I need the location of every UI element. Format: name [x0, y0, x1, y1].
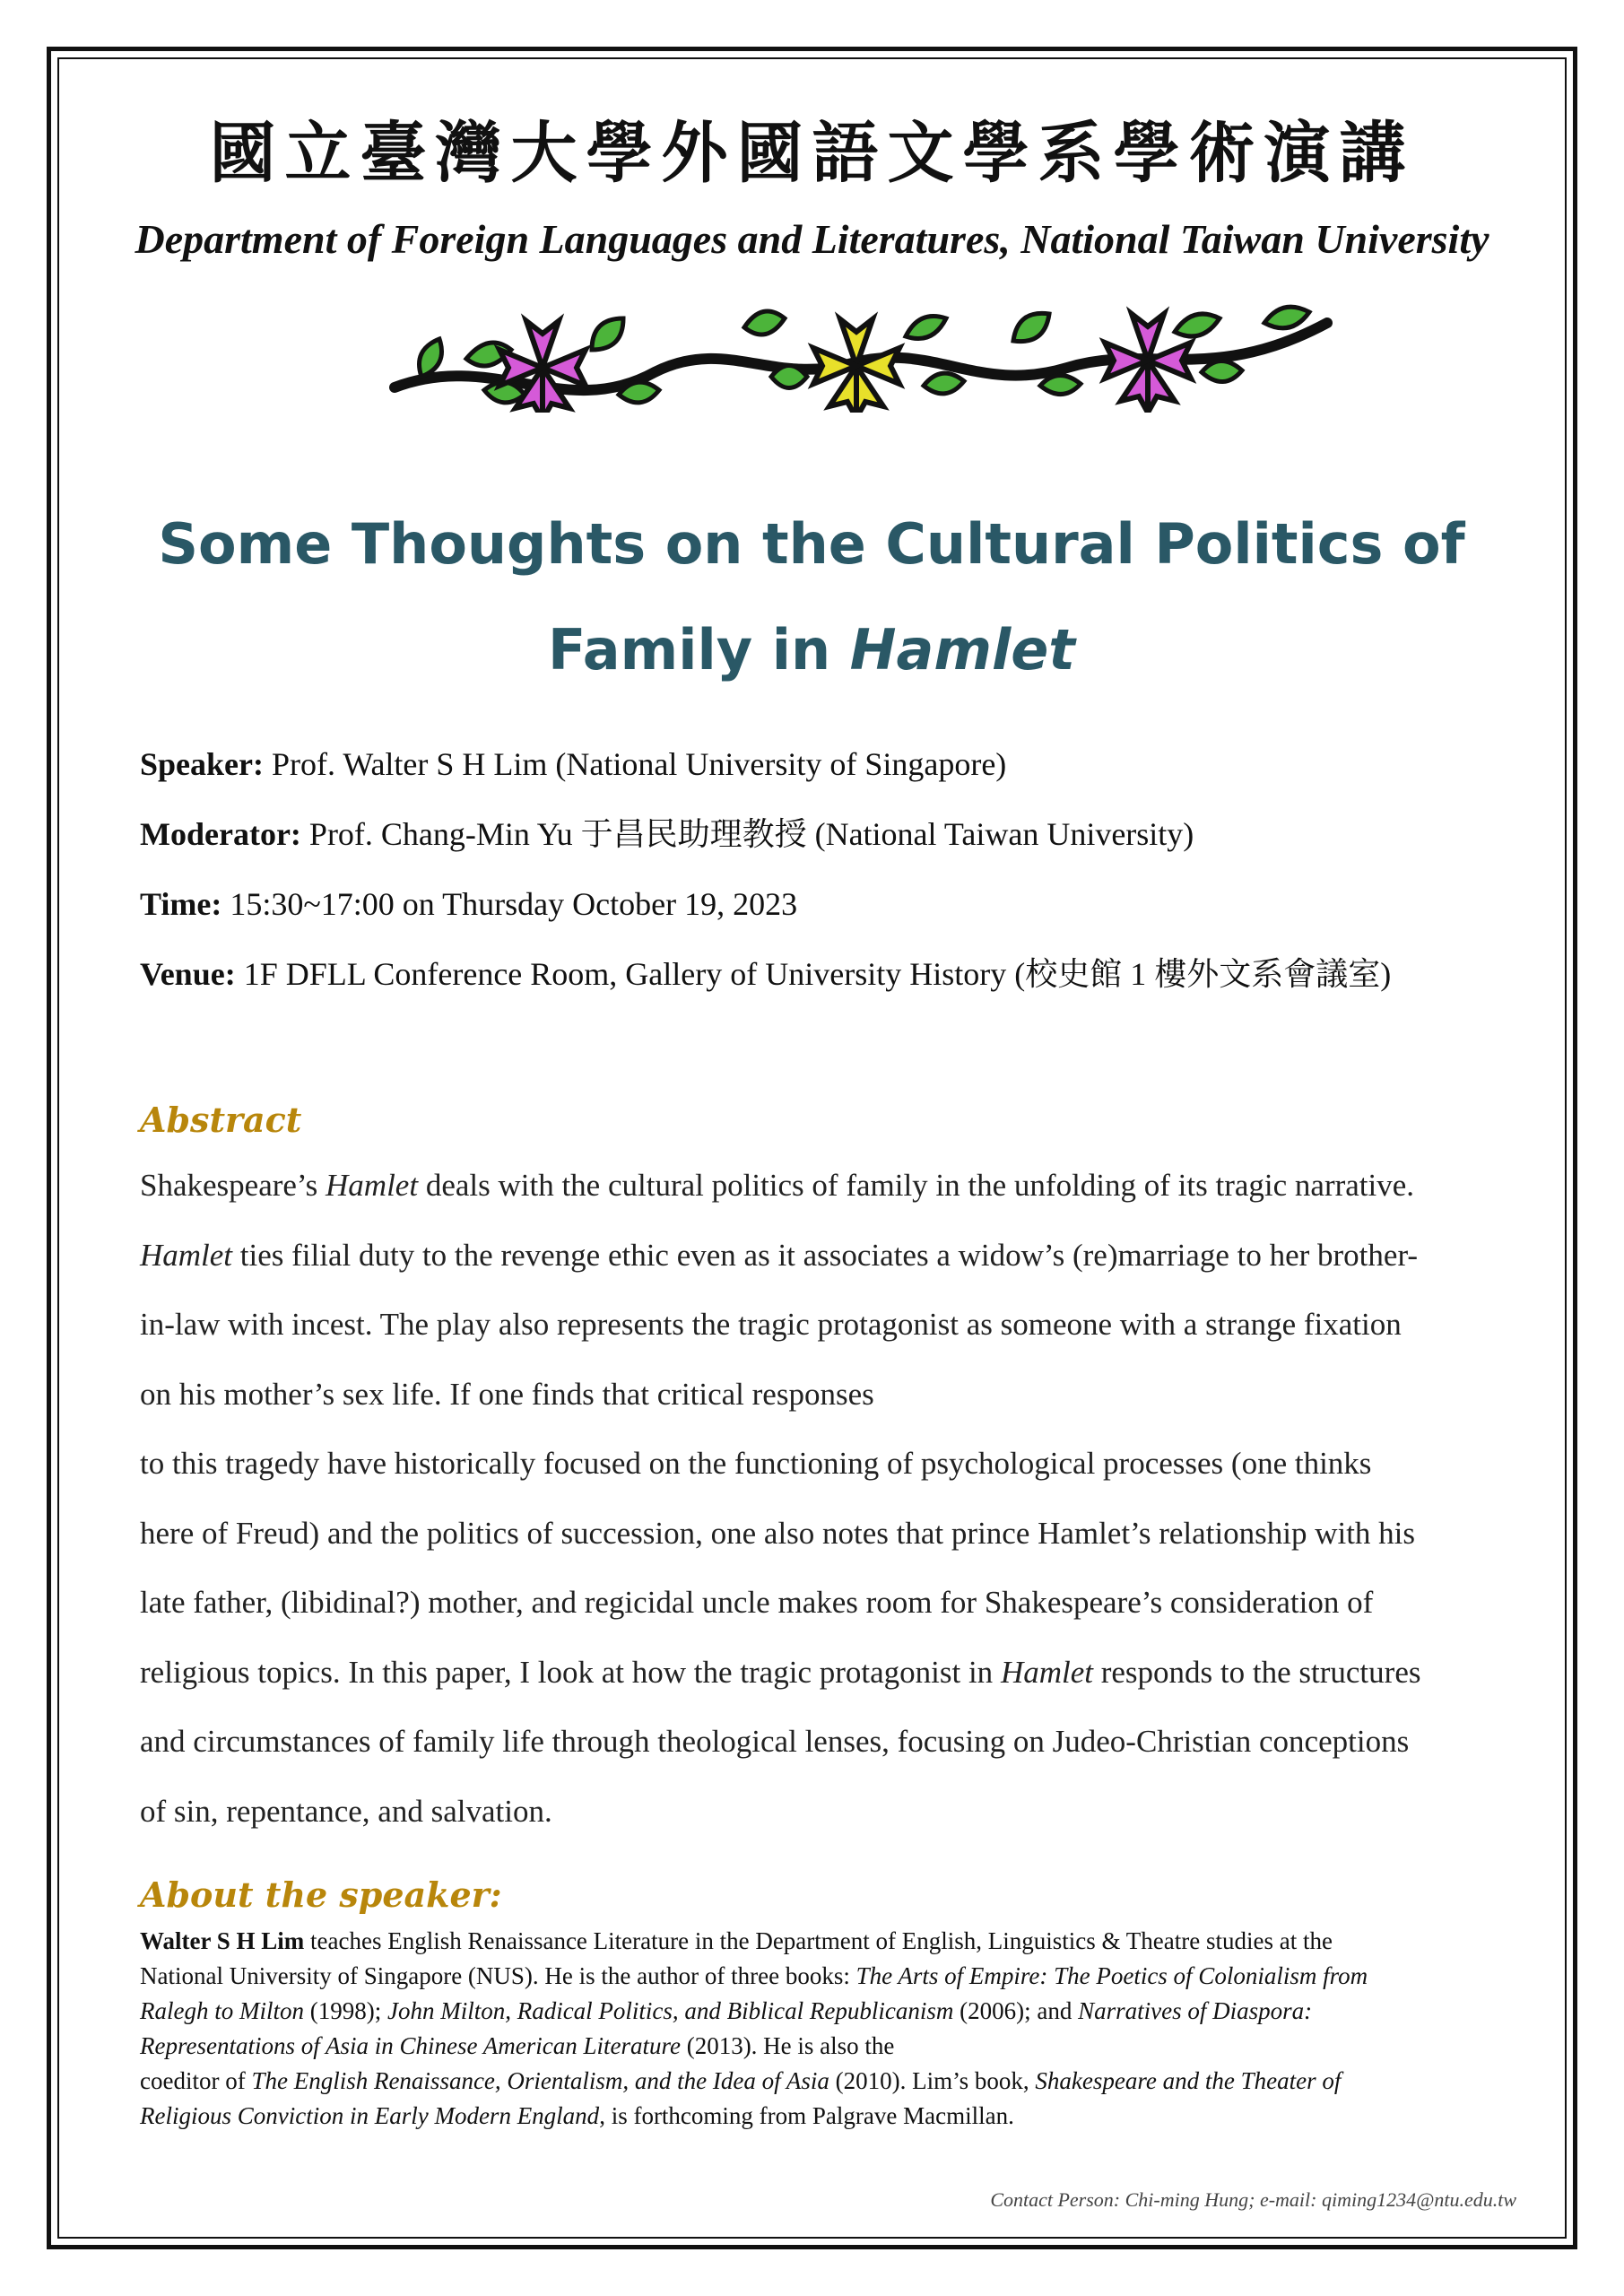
text-run-italic: Ralegh to Milton — [140, 1997, 304, 2024]
text-run-italic: The Arts of Empire: The Poetics of Colonialism from — [855, 1962, 1368, 1989]
detail-value: 15:30~17:00 on Thursday October 19, 2023 — [221, 886, 798, 922]
text-run: responds to the structures — [1092, 1654, 1421, 1690]
text-run-italic: Representations of Asia in Chinese American Literature — [140, 2032, 681, 2059]
text-run: coeditor of — [140, 2067, 252, 2094]
abstract-line — [140, 1512, 1539, 1582]
talk-title-prefix: Family in — [548, 617, 850, 683]
detail-value: Prof. Walter S H Lim (National University of Singapore) — [264, 746, 1007, 782]
text-run-italic: Shakespeare and the Theater of — [1035, 2067, 1342, 2094]
talk-title-line2 — [126, 597, 1498, 703]
talk-title-hamlet: Hamlet — [849, 617, 1075, 683]
text-run-bold: Walter S H Lim — [140, 1927, 305, 1954]
about-line — [140, 1995, 1548, 2030]
detail-moderator — [140, 813, 1539, 883]
text-run-italic: Hamlet — [326, 1168, 419, 1203]
detail-label: Moderator: — [140, 816, 301, 852]
abstract-line — [140, 1720, 1539, 1790]
detail-speaker — [140, 743, 1539, 813]
about-line — [140, 1925, 1548, 1960]
text-run: to this tragedy have historically focused on the functioning of psychological processes (one thinks — [140, 1446, 1372, 1481]
text-run: here of Freud) and the politics of succession, one also notes that prince Hamlet’s relationship with his — [140, 1515, 1416, 1551]
abstract-line — [140, 1234, 1539, 1304]
flower-vine-icon — [386, 287, 1336, 413]
text-run: (1998); — [303, 1997, 387, 2024]
text-run: (2006); and — [953, 1997, 1079, 2024]
text-run: , is forthcoming from Palgrave Macmillan. — [599, 2102, 1014, 2129]
about-line — [140, 2030, 1548, 2065]
about-line — [140, 1960, 1548, 1995]
detail-label: Speaker: — [140, 746, 264, 782]
about-line — [140, 2100, 1548, 2135]
talk-title-line1: Some Thoughts on the Cultural Politics of — [158, 511, 1465, 577]
text-run: and circumstances of family life through theological lenses, focusing on Judeo-Christian conceptions — [140, 1724, 1410, 1759]
abstract-line — [140, 1164, 1539, 1234]
abstract-line — [140, 1651, 1539, 1721]
detail-label: Venue: — [140, 956, 236, 992]
abstract-line — [140, 1303, 1539, 1373]
department-title-english: Department of Foreign Languages and Literatures, National Taiwan University — [135, 216, 1489, 262]
about-speaker-body — [140, 1925, 1548, 2135]
text-run: Shakespeare’s — [140, 1168, 326, 1203]
abstract-line — [140, 1790, 1539, 1860]
event-details — [140, 743, 1539, 1022]
text-run: (2010). Lim’s book, — [829, 2067, 1036, 2094]
text-run: of sin, repentance, and salvation. — [140, 1793, 552, 1829]
text-run-italic: Hamlet — [140, 1237, 233, 1273]
text-run-italic: Hamlet — [1000, 1654, 1093, 1690]
abstract-line — [140, 1373, 1539, 1443]
text-run: in-law with incest. The play also represents the tragic protagonist as someone with a strange fixation — [140, 1307, 1402, 1342]
text-run: ties filial duty to the revenge ethic even as it associates a widow’s (re)marriage to her brother- — [232, 1237, 1419, 1273]
detail-venue — [140, 952, 1539, 1022]
text-run: (2013). He is also the — [680, 2032, 895, 2059]
detail-time — [140, 883, 1539, 952]
about-line — [140, 2065, 1548, 2100]
talk-title — [126, 491, 1498, 703]
text-run-italic: Religious Conviction in Early Modern England — [140, 2102, 600, 2129]
text-run: on his mother’s sex life. If one finds that critical responses — [140, 1376, 874, 1412]
detail-label: Time: — [140, 886, 222, 922]
text-run: teaches English Renaissance Literature in the Department of English, Linguistics & Theatre studies at the — [304, 1927, 1333, 1954]
text-run: late father, (libidinal?) mother, and regicidal uncle makes room for Shakespeare’s consideration of — [140, 1585, 1374, 1620]
text-run-italic: Narratives of Diaspora: — [1078, 1997, 1313, 2024]
text-run-italic: The English Renaissance, Orientalism, and the Idea of Asia — [251, 2067, 829, 2094]
text-run: National University of Singapore (NUS). He is the author of three books: — [140, 1962, 856, 1989]
detail-value: Prof. Chang-Min Yu 于昌民助理教授 (National Taiwan University) — [300, 816, 1194, 852]
abstract-body — [140, 1164, 1539, 1859]
about-speaker-heading: About the speaker: — [140, 1874, 502, 1915]
detail-value: 1F DFLL Conference Room, Gallery of University History (校史館 1 樓外文系會議室) — [235, 956, 1392, 992]
abstract-line — [140, 1442, 1539, 1512]
text-run-italic: John Milton, Radical Politics, and Biblical Republicanism — [386, 1997, 954, 2024]
text-run: religious topics. In this paper, I look at how the tragic protagonist in — [140, 1654, 1001, 1690]
abstract-heading: Abstract — [140, 1100, 302, 1140]
contact-info: Contact Person: Chi-ming Hung; e-mail: qiming1234@ntu.edu.tw — [990, 2188, 1516, 2211]
abstract-line — [140, 1581, 1539, 1651]
text-run: deals with the cultural politics of family in the unfolding of its tragic narrative. — [418, 1168, 1415, 1203]
department-title-chinese: 國立臺灣大學外國語文學系學術演講 — [209, 115, 1415, 192]
